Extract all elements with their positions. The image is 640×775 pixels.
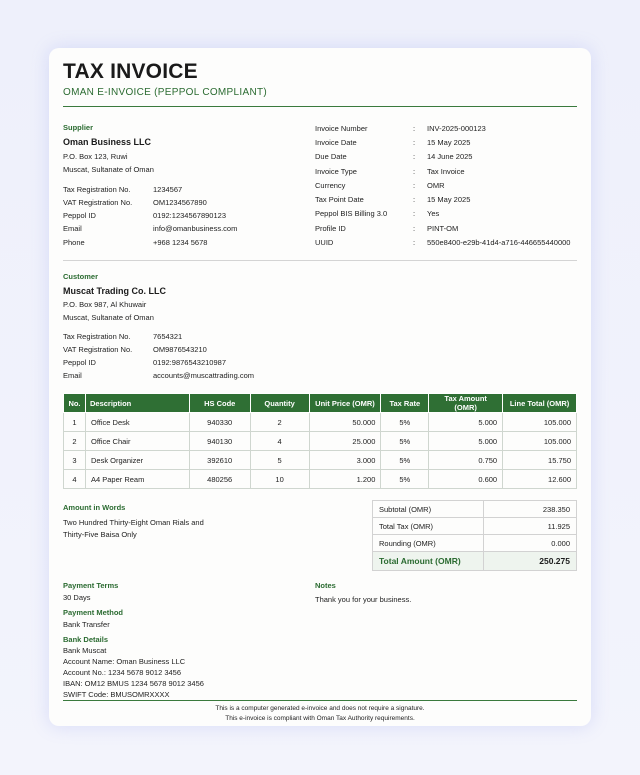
- bank-account-name: Account Name: Oman Business LLC: [63, 657, 186, 666]
- customer-label: Customer: [63, 272, 99, 281]
- cell-description: Office Chair: [85, 432, 189, 451]
- meta-label: Profile ID: [315, 224, 346, 233]
- cell-quantity: 10: [250, 470, 309, 489]
- meta-colon: :: [413, 209, 416, 218]
- meta-value: 15 May 2025: [427, 195, 471, 204]
- cell-description: Office Desk: [85, 413, 189, 432]
- supplier-address-1: P.O. Box 123, Ruwi: [63, 152, 128, 161]
- cell-line-total: 15.750: [503, 451, 577, 470]
- col-header-description: Description: [85, 394, 189, 413]
- cell-tax-amount: 0.600: [429, 470, 503, 489]
- amount-in-words-line-2: Thirty-Five Baisa Only: [63, 530, 137, 539]
- payment-method-label: Payment Method: [63, 608, 124, 617]
- customer-field-label: Peppol ID: [63, 358, 96, 367]
- supplier-field-label: Phone: [63, 238, 85, 247]
- meta-label: UUID: [315, 238, 334, 247]
- col-header-line-total: Line Total (OMR): [503, 394, 577, 413]
- cell-unit-price: 3.000: [309, 451, 381, 470]
- footer-line-2: This e-invoice is compliant with Oman Tax Authority requirements.: [225, 715, 415, 722]
- section-divider: [63, 260, 577, 261]
- footer-line-1: This is a computer generated e-invoice and does not require a signature.: [215, 705, 425, 712]
- meta-value: OMR: [427, 181, 445, 190]
- meta-colon: :: [413, 167, 416, 176]
- header-divider: [63, 106, 577, 107]
- cell-quantity: 5: [250, 451, 309, 470]
- grand-total-value: 250.275: [484, 552, 577, 571]
- payment-terms-value: 30 Days: [63, 593, 91, 602]
- col-header-tax-amount: Tax Amount (OMR): [429, 394, 503, 413]
- customer-field-label: Tax Registration No.: [63, 332, 131, 341]
- cell-line-total: 105.000: [503, 413, 577, 432]
- footer-divider: [63, 700, 577, 701]
- cell-quantity: 2: [250, 413, 309, 432]
- customer-field-value: 0192:9876543210987: [153, 358, 226, 367]
- cell-hs-code: 480256: [189, 470, 250, 489]
- supplier-label: Supplier: [63, 123, 94, 132]
- totals-row: [373, 535, 577, 552]
- supplier-field-label: Tax Registration No.: [63, 185, 131, 194]
- cell-hs-code: 392610: [189, 451, 250, 470]
- supplier-field-value: OM1234567890: [153, 198, 207, 207]
- meta-colon: :: [413, 124, 416, 133]
- payment-method-value: Bank Transfer: [63, 620, 110, 629]
- cell-description: A4 Paper Ream: [85, 470, 189, 489]
- meta-label: Currency: [315, 181, 346, 190]
- supplier-name: Oman Business LLC: [63, 137, 152, 147]
- meta-value: 550e8400-e29b-41d4-a716-446655440000: [427, 238, 571, 247]
- grand-total-label: Total Amount (OMR): [373, 552, 484, 571]
- supplier-field-value: 1234567: [153, 185, 183, 194]
- meta-colon: :: [413, 152, 416, 161]
- invoice-subtitle: OMAN E-INVOICE (PEPPOL COMPLIANT): [63, 87, 268, 98]
- cell-line-total: 105.000: [503, 432, 577, 451]
- col-header-no: No.: [64, 394, 86, 413]
- customer-field-value: 7654321: [153, 332, 183, 341]
- totals-value: 238.350: [484, 501, 577, 518]
- bank-iban: IBAN: OM12 BMUS 1234 5678 9012 3456: [63, 679, 204, 688]
- cell-unit-price: 1.200: [309, 470, 381, 489]
- customer-name: Muscat Trading Co. LLC: [63, 286, 167, 296]
- meta-colon: :: [413, 181, 416, 190]
- meta-value: PINT-OM: [427, 224, 459, 233]
- table-row: [64, 413, 577, 432]
- customer-address-2: Muscat, Sultanate of Oman: [63, 313, 154, 322]
- supplier-field-label: VAT Registration No.: [63, 198, 133, 207]
- meta-label: Due Date: [315, 152, 347, 161]
- customer-field-value: OM9876543210: [153, 345, 207, 354]
- cell-tax-amount: 5.000: [429, 432, 503, 451]
- customer-email[interactable]: accounts@muscattrading.com: [153, 371, 254, 380]
- bank-details-label: Bank Details: [63, 635, 109, 644]
- amount-in-words-label: Amount in Words: [63, 503, 126, 512]
- line-items-table: [63, 393, 577, 489]
- totals-row: [373, 518, 577, 535]
- cell-no: 1: [64, 413, 86, 432]
- cell-tax-amount: 5.000: [429, 413, 503, 432]
- cell-unit-price: 25.000: [309, 432, 381, 451]
- supplier-email[interactable]: info@omanbusiness.com: [153, 224, 238, 233]
- meta-value: 15 May 2025: [427, 138, 471, 147]
- totals-label: Rounding (OMR): [373, 535, 484, 552]
- bank-swift: SWIFT Code: BMUSOMRXXXX: [63, 690, 170, 699]
- meta-label: Invoice Type: [315, 167, 357, 176]
- totals-label: Total Tax (OMR): [373, 518, 484, 535]
- totals-table: [372, 500, 577, 571]
- table-row: [64, 432, 577, 451]
- amount-in-words-line-1: Two Hundred Thirty-Eight Oman Rials and: [63, 518, 204, 527]
- cell-tax-rate: 5%: [381, 432, 429, 451]
- invoice-sheet: [49, 48, 591, 726]
- cell-hs-code: 940130: [189, 432, 250, 451]
- col-header-unit-price: Unit Price (OMR): [309, 394, 381, 413]
- notes-value: Thank you for your business.: [315, 595, 412, 604]
- supplier-phone: +968 1234 5678: [153, 238, 208, 247]
- bank-account-number: Account No.: 1234 5678 9012 3456: [63, 668, 182, 677]
- totals-row: [373, 501, 577, 518]
- table-row: [64, 451, 577, 470]
- totals-value: 0.000: [484, 535, 577, 552]
- meta-colon: :: [413, 138, 416, 147]
- meta-label: Tax Point Date: [315, 195, 364, 204]
- meta-value: 14 June 2025: [427, 152, 473, 161]
- customer-address-1: P.O. Box 987, Al Khuwair: [63, 300, 147, 309]
- supplier-address-2: Muscat, Sultanate of Oman: [63, 165, 154, 174]
- meta-value: Yes: [427, 209, 440, 218]
- meta-colon: :: [413, 224, 416, 233]
- cell-tax-rate: 5%: [381, 451, 429, 470]
- cell-tax-amount: 0.750: [429, 451, 503, 470]
- supplier-field-label: Email: [63, 224, 82, 233]
- grand-total-row: [373, 552, 577, 571]
- supplier-field-label: Peppol ID: [63, 211, 96, 220]
- invoice-title: TAX INVOICE: [63, 60, 198, 83]
- meta-label: Invoice Date: [315, 138, 357, 147]
- cell-tax-rate: 5%: [381, 413, 429, 432]
- cell-quantity: 4: [250, 432, 309, 451]
- cell-tax-rate: 5%: [381, 470, 429, 489]
- meta-label: Invoice Number: [315, 124, 368, 133]
- cell-description: Desk Organizer: [85, 451, 189, 470]
- meta-label: Peppol BIS Billing 3.0: [315, 209, 388, 218]
- table-row: [64, 470, 577, 489]
- col-header-hs-code: HS Code: [189, 394, 250, 413]
- supplier-field-value: 0192:1234567890123: [153, 211, 226, 220]
- cell-hs-code: 940330: [189, 413, 250, 432]
- col-header-quantity: Quantity: [250, 394, 309, 413]
- meta-colon: :: [413, 195, 416, 204]
- customer-field-label: VAT Registration No.: [63, 345, 133, 354]
- meta-colon: :: [413, 238, 416, 247]
- meta-value: INV-2025-000123: [427, 124, 486, 133]
- customer-field-label: Email: [63, 371, 82, 380]
- col-header-tax-rate: Tax Rate: [381, 394, 429, 413]
- cell-no: 4: [64, 470, 86, 489]
- bank-name: Bank Muscat: [63, 646, 107, 655]
- totals-value: 11.925: [484, 518, 577, 535]
- notes-label: Notes: [315, 581, 336, 590]
- cell-line-total: 12.600: [503, 470, 577, 489]
- table-header-row: [64, 394, 577, 413]
- payment-terms-label: Payment Terms: [63, 581, 119, 590]
- cell-no: 2: [64, 432, 86, 451]
- cell-unit-price: 50.000: [309, 413, 381, 432]
- totals-label: Subtotal (OMR): [373, 501, 484, 518]
- cell-no: 3: [64, 451, 86, 470]
- meta-value: Tax Invoice: [427, 167, 465, 176]
